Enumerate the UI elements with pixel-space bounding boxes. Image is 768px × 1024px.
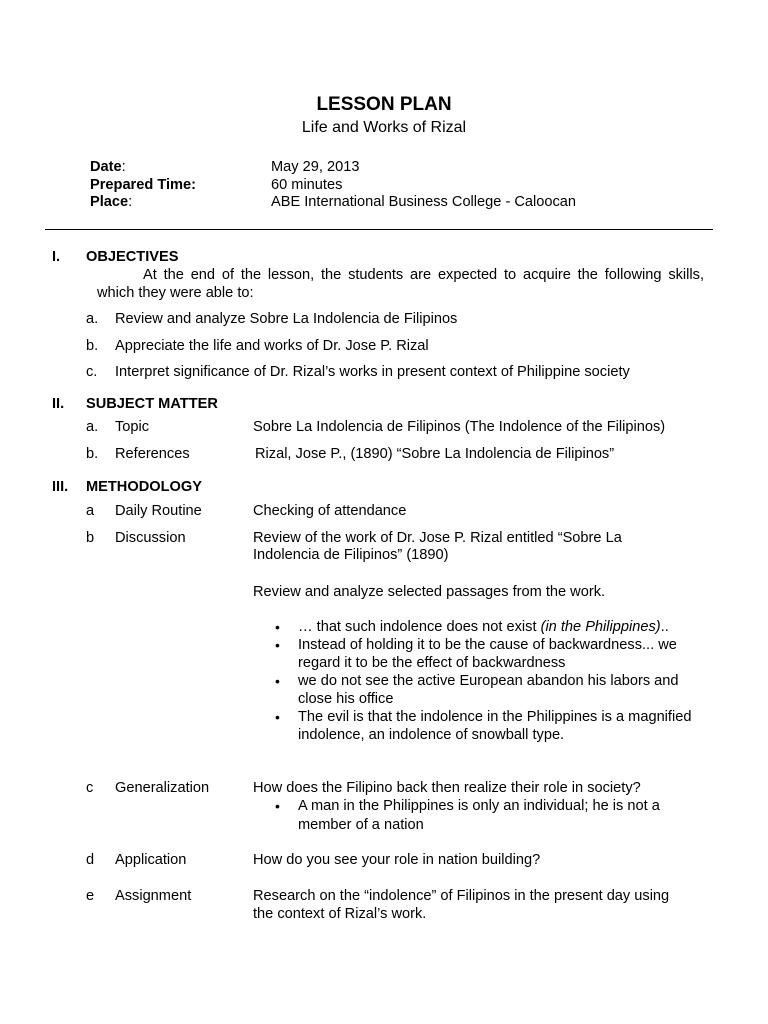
section-title-subject-matter: SUBJECT MATTER bbox=[86, 396, 218, 412]
subject-letter: b. bbox=[86, 446, 99, 462]
methodology-value-daily-routine: Checking of attendance bbox=[253, 503, 407, 519]
discussion-bullet-line2: close his office bbox=[298, 691, 394, 707]
objective-letter: a. bbox=[86, 311, 99, 327]
methodology-label-generalization: Generalization bbox=[115, 780, 210, 796]
discussion-text-line3: Review and analyze selected passages from the work. bbox=[253, 584, 606, 600]
methodology-letter: c bbox=[86, 780, 94, 796]
objective-letter: b. bbox=[86, 338, 99, 354]
info-place-label: Place: bbox=[90, 194, 133, 210]
info-time-value: 60 minutes bbox=[271, 177, 343, 193]
methodology-value-generalization: How does the Filipino back then realize their role in society? bbox=[253, 780, 641, 796]
page-title: LESSON PLAN bbox=[316, 94, 452, 115]
assignment-text-line2: the context of Rizal’s work. bbox=[253, 906, 427, 922]
discussion-bullet-line1: we do not see the active European abandon his labors and bbox=[298, 673, 679, 689]
subject-label-references: References bbox=[115, 446, 190, 462]
info-date-label: Date: bbox=[90, 159, 126, 175]
objective-text: Interpret significance of Dr. Rizal’s works in present context of Philippine society bbox=[115, 364, 630, 380]
info-place-value: ABE International Business College - Caloocan bbox=[271, 194, 577, 210]
generalization-bullet-line2: member of a nation bbox=[298, 817, 424, 833]
bullet-icon: • bbox=[275, 709, 280, 725]
objective-text: Review and analyze Sobre La Indolencia de Filipinos bbox=[115, 311, 458, 327]
bullet-icon: • bbox=[275, 619, 280, 635]
bullet-icon: • bbox=[275, 798, 280, 814]
section-number-subject-matter: II. bbox=[52, 396, 65, 412]
discussion-text-line1: Review of the work of Dr. Jose P. Rizal entitled “Sobre La bbox=[253, 530, 622, 546]
objective-letter: c. bbox=[86, 364, 98, 380]
discussion-bullet: … that such indolence does not exist (in the Philippines).. bbox=[298, 619, 669, 635]
discussion-bullet-line2: indolence, an indolence of snowball type. bbox=[298, 727, 565, 743]
section-number-methodology: III. bbox=[52, 479, 69, 495]
subject-value-topic: Sobre La Indolencia de Filipinos (The Indolence of the Filipinos) bbox=[253, 419, 666, 435]
assignment-text-line1: Research on the “indolence” of Filipinos in the present day using bbox=[253, 888, 670, 904]
methodology-value-application: How do you see your role in nation building? bbox=[253, 852, 541, 868]
objectives-intro-line1: At the end of the lesson, the students are expected to acquire the following skills, bbox=[143, 267, 704, 283]
discussion-bullet-line1: Instead of holding it to be the cause of backwardness... we bbox=[298, 637, 677, 653]
subject-letter: a. bbox=[86, 419, 99, 435]
page-subtitle: Life and Works of Rizal bbox=[301, 119, 467, 136]
methodology-letter: b bbox=[86, 530, 95, 546]
methodology-letter: e bbox=[86, 888, 95, 904]
section-number-objectives: I. bbox=[52, 249, 61, 265]
methodology-letter: d bbox=[86, 852, 95, 868]
objective-text: Appreciate the life and works of Dr. Jose P. Rizal bbox=[115, 338, 429, 354]
bullet-icon: • bbox=[275, 637, 280, 653]
subject-label-topic: Topic bbox=[115, 419, 150, 435]
generalization-bullet-line1: A man in the Philippines is only an individual; he is not a bbox=[298, 798, 660, 814]
discussion-bullet-line2: regard it to be the effect of backwardness bbox=[298, 655, 566, 671]
info-date-value: May 29, 2013 bbox=[271, 159, 360, 175]
discussion-bullet-line1: The evil is that the indolence in the Philippines is a magnified bbox=[298, 709, 692, 725]
methodology-label-application: Application bbox=[115, 852, 187, 868]
discussion-text-line2: Indolencia de Filipinos” (1890) bbox=[253, 547, 449, 563]
bullet-icon: • bbox=[275, 673, 280, 689]
methodology-label-assignment: Assignment bbox=[115, 888, 192, 904]
section-title-methodology: METHODOLOGY bbox=[86, 479, 202, 495]
header-divider bbox=[45, 229, 713, 230]
subject-value-references: Rizal, Jose P., (1890) “Sobre La Indolencia de Filipinos” bbox=[255, 446, 615, 462]
methodology-label-discussion: Discussion bbox=[115, 530, 186, 546]
info-time-label: Prepared Time: bbox=[90, 177, 196, 193]
methodology-label-daily-routine: Daily Routine bbox=[115, 503, 202, 519]
methodology-letter: a bbox=[86, 503, 95, 519]
section-title-objectives: OBJECTIVES bbox=[86, 249, 179, 265]
objectives-intro-line2: which they were able to: bbox=[97, 285, 254, 301]
